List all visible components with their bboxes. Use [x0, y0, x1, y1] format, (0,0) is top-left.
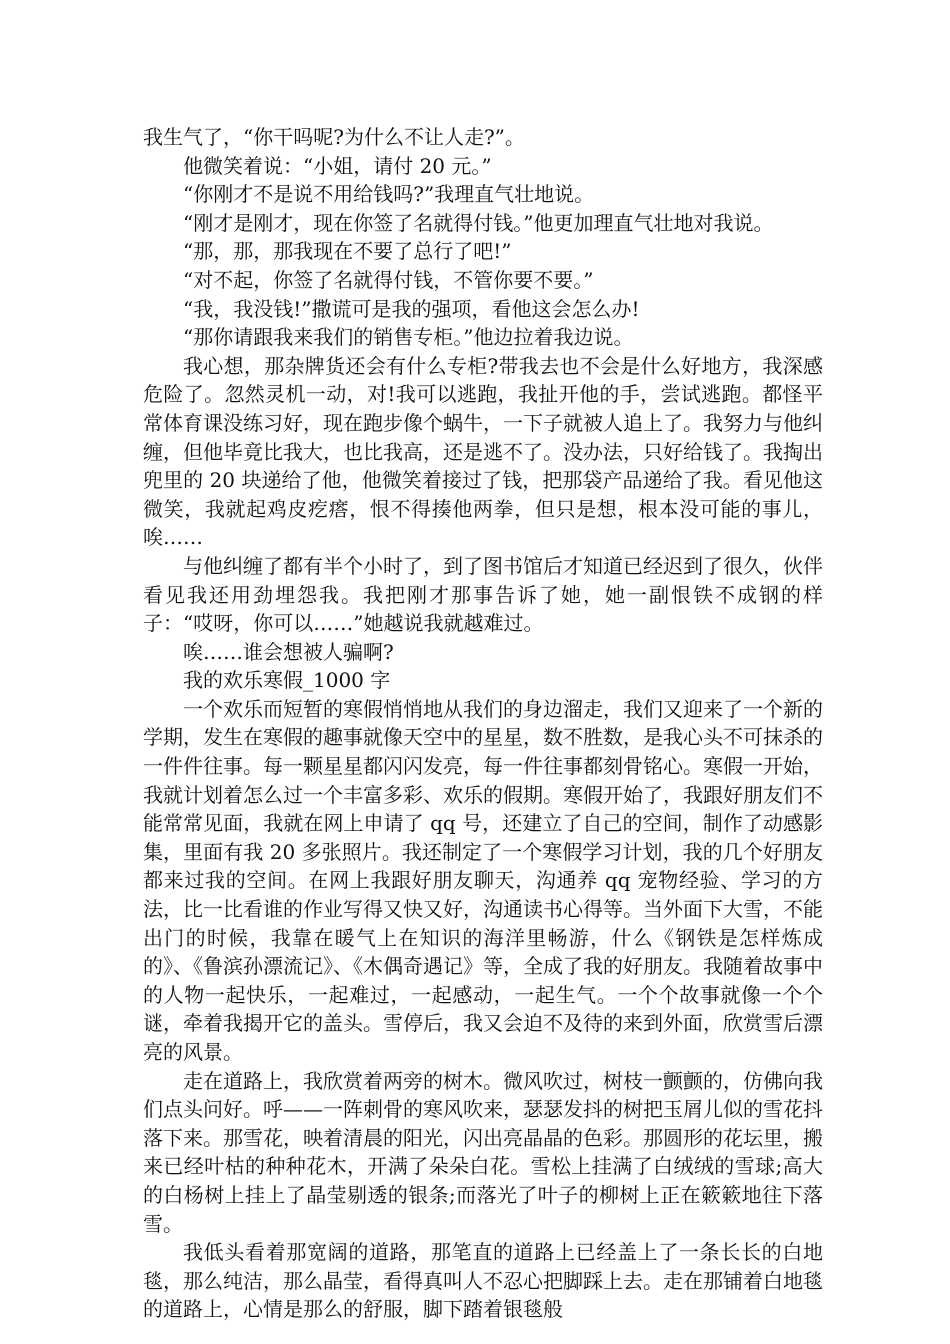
- article-title: 我的欢乐寒假_1000 字: [183, 668, 391, 693]
- paragraph: 他微笑着说：“小姐，请付 20 元。”: [183, 153, 492, 178]
- paragraph: “刚才是刚才，现在你签了名就得付钱。”他更加理直气壮地对我说。: [183, 210, 774, 235]
- paragraph: 走在道路上，我欣赏着两旁的树木。微风吹过，树枝一颤颤的，仿佛向我们点头问好。呼——一阵刺骨的寒风吹来，瑟瑟发抖的树把玉屑儿似的雪花抖落下来。那雪花，映着清晨的阳光，闪出亮晶晶的色彩。那圆形的花坛里，搬来已经叶枯的种种花木，开满了朵朵白花。雪松上挂满了白绒绒的雪球;高大的白杨树上挂上了晶莹剔透的银条;而落光了叶子的柳树上正在簌簌地往下落雪。: [143, 1068, 823, 1236]
- paragraph: 我生气了，“你干吗呢?为什么不让人走?”。: [143, 125, 525, 149]
- paragraph: 我心想，那杂牌货还会有什么专柜?带我去也不会是什么好地方，我深感危险了。忽然灵机一动，对!我可以逃跑，我扯开他的手，尝试逃跑。都怪平常体育课没练习好，现在跑步像个蜗牛，一下子就被人追上了。我努力与他纠缠，但他毕竟比我大，也比我高，还是逃不了。没办法，只好给钱了。我掏出兜里的 20 块递给了他，他微笑着接过了钱，把那袋产品递给了我。看见他这微笑，我就起鸡皮疙瘩，恨不得揍他两拳，但只是想，根本没可能的事儿，唉……: [143, 353, 823, 550]
- paragraph: “那你请跟我来我们的销售专柜。”他边拉着我边说。: [183, 325, 634, 350]
- paragraph: “对不起，你签了名就得付钱，不管你要不要。”: [183, 267, 594, 292]
- document-body: [143, 123, 823, 1324]
- paragraph: “你刚才不是说不用给钱吗?”我理直气壮地说。: [183, 182, 595, 207]
- paragraph: 我低头看着那宽阔的道路，那笔直的道路上已经盖上了一条长长的白地毯，那么纯洁，那么晶莹，看得真叫人不忍心把脚踩上去。走在那铺着白地毯的道路上，心情是那么的舒服，脚下踏着银毯般: [143, 1240, 823, 1322]
- paragraph: “我，我没钱!”撒谎可是我的强项，看他这会怎么办!: [183, 296, 640, 321]
- paragraph: 一个欢乐而短暂的寒假悄悄地从我们的身边溜走，我们又迎来了一个新的学期，发生在寒假的趣事就像天空中的星星，数不胜数，是我心头不可抹杀的一件件往事。每一颗星星都闪闪发亮，每一件往事都刻骨铭心。寒假一开始，我就计划着怎么过一个丰富多彩、欢乐的假期。寒假开始了，我跟好朋友们不能常常见面，我就在网上申请了 qq 号，还建立了自己的空间，制作了动感影集，里面有我 20 多张照片。我还制定了一个寒假学习计划，我的几个好朋友都来过我的空间。在网上我跟好朋友聊天，沟通养 qq 宠物经验、学习的方法，比一比看谁的作业写得又快又好，沟通读书心得等。当外面下大雪，不能出门的时候，我靠在暖气上在知识的海洋里畅游，什么《钢铁是怎样炼成的》、《鲁滨孙漂流记》、《木偶奇遇记》等，全成了我的好朋友。我随着故事中的人物一起快乐，一起难过，一起感动，一起生气。一个个故事就像一个个谜，牵着我揭开它的盖头。雪停后，我又会迫不及待的来到外面，欣赏雪后漂亮的风景。: [143, 696, 823, 1064]
- paragraph: “那，那，那我现在不要了总行了吧!”: [183, 239, 512, 264]
- paragraph: 唉……谁会想被人骗啊?: [183, 639, 394, 664]
- paragraph: 与他纠缠了都有半个小时了，到了图书馆后才知道已经迟到了很久，伙伴看见我还用劲埋怨我。我把刚才那事告诉了她，她一副恨铁不成钢的样子：“哎呀，你可以……”她越说我就越难过。: [143, 553, 823, 636]
